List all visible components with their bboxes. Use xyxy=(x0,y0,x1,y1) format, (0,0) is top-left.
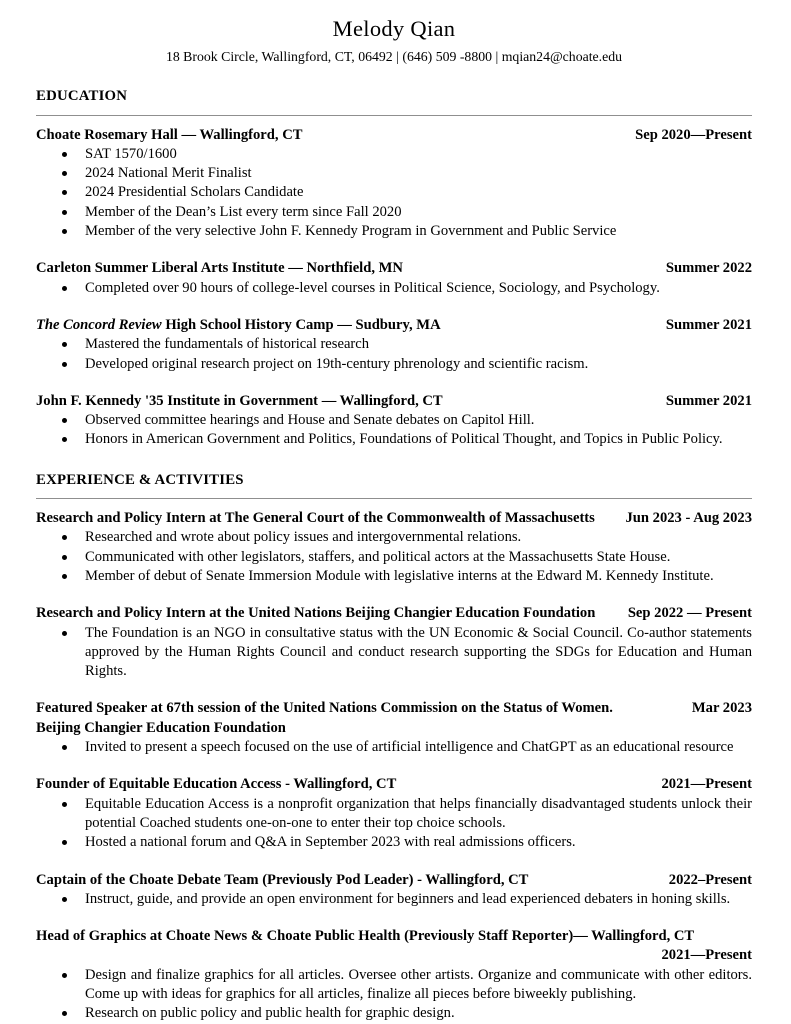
entry-header xyxy=(36,871,752,890)
section-divider xyxy=(36,115,752,116)
entry-title xyxy=(36,316,441,335)
page-title: Melody Qian xyxy=(332,16,456,41)
bullet-item: Member of debut of Senate Immersion Module with legislative interns at the Edward M. Kennedy Institute. xyxy=(36,567,752,586)
bullet-item: Equitable Education Access is a nonprofit organization that helps financially disadvantaged students unlock their potential Coached students one-on-one to enter their top choice schools. xyxy=(36,795,752,834)
bullet-item: Researched and wrote about policy issues and intergovernmental relations. xyxy=(36,528,752,547)
entry-header xyxy=(36,509,752,528)
entry-title-text: John F. Kennedy '35 Institute in Government — Wallingford, CT xyxy=(36,392,443,409)
entry-header xyxy=(36,699,752,738)
bullet-item: Honors in American Government and Politics, Foundations of Political Thought, and Topics in Public Policy. xyxy=(36,430,752,449)
bullet-item: Completed over 90 hours of college-level courses in Political Science, Sociology, and Psychology. xyxy=(36,279,752,298)
entry-date: 2021—Present xyxy=(661,776,752,793)
entry-header xyxy=(36,392,752,411)
entry-date: 2021—Present xyxy=(661,947,752,964)
entry-title-text: Carleton Summer Liberal Arts Institute — Northfield, MN xyxy=(36,260,403,277)
section-heading-education: EDUCATION xyxy=(36,88,128,105)
resume-header xyxy=(36,15,752,66)
entry-title xyxy=(36,927,694,946)
entry-date: 2022–Present xyxy=(668,871,752,888)
bullet-item: The Foundation is an NGO in consultative status with the UN Economic & Social Council. Co-author statements approved by the Human Rights Council and conduct research supporting the SDGs for Education and Human Rights. xyxy=(36,624,752,682)
entry-title xyxy=(36,871,528,890)
bullet-item: Member of the Dean’s List every term since Fall 2020 xyxy=(36,203,752,222)
entry-title xyxy=(36,126,302,145)
entry-title xyxy=(36,604,595,623)
bullet-item: Invited to present a speech focused on the use of artificial intelligence and ChatGPT as an educational resource xyxy=(36,738,752,757)
entry-date: Summer 2022 xyxy=(665,260,752,277)
bullet-list xyxy=(36,145,752,241)
education-entry-jfk-institute xyxy=(36,392,752,450)
experience-entry-head-of-graphics xyxy=(36,927,752,1023)
experience-entry-un-foundation xyxy=(36,604,752,681)
bullet-item: Observed committee hearings and House and Senate debates on Capitol Hill. xyxy=(36,411,752,430)
experience-entry-equitable-education xyxy=(36,775,752,852)
bullet-item: Mastered the fundamentals of historical research xyxy=(36,335,752,354)
entry-header xyxy=(36,259,752,278)
section-education xyxy=(36,87,752,449)
entry-title-italic: The Concord Review xyxy=(36,316,162,333)
bullet-list xyxy=(36,335,752,374)
bullet-item: Developed original research project on 19th-century phrenology and scientific racism. xyxy=(36,355,752,374)
entry-subtitle: Beijing Changier Education Foundation xyxy=(36,719,286,736)
experience-entry-debate-team xyxy=(36,871,752,910)
bullet-item: Research on public policy and public health for graphic design. xyxy=(36,1004,752,1023)
entry-title xyxy=(36,775,396,794)
section-divider xyxy=(36,498,752,499)
bullet-item: 2024 National Merit Finalist xyxy=(36,164,752,183)
bullet-item: 2024 Presidential Scholars Candidate xyxy=(36,183,752,202)
contact-line: 18 Brook Circle, Wallingford, CT, 06492 | (646) 509 -8800 | mqian24@choate.edu xyxy=(165,49,623,64)
entry-title-text: Captain of the Choate Debate Team (Previously Pod Leader) - Wallingford, CT xyxy=(36,871,529,888)
entry-date: Jun 2023 - Aug 2023 xyxy=(625,510,752,527)
bullet-item: Member of the very selective John F. Kennedy Program in Government and Public Service xyxy=(36,222,752,241)
bullet-list xyxy=(36,624,752,682)
entry-header xyxy=(36,927,752,946)
entry-title xyxy=(36,259,403,278)
bullet-list xyxy=(36,411,752,450)
entry-title-text: Featured Speaker at 67th session of the United Nations Commission on the Status of Women. xyxy=(36,700,613,717)
education-entry-carleton xyxy=(36,259,752,298)
entry-date: Mar 2023 xyxy=(691,700,752,717)
section-heading-experience: EXPERIENCE & ACTIVITIES xyxy=(36,471,244,488)
entry-title-text: Choate Rosemary Hall — Wallingford, CT xyxy=(36,126,303,143)
entry-header xyxy=(36,316,752,335)
entry-title-text: Head of Graphics at Choate News & Choate Public Health (Previously Staff Reporter)— Wallingford, CT xyxy=(36,928,695,945)
bullet-list xyxy=(36,279,752,298)
entry-date: Sep 2022 — Present xyxy=(627,605,752,622)
bullet-item: Instruct, guide, and provide an open environment for beginners and lead experienced debaters in honing skills. xyxy=(36,890,752,909)
education-entry-choate xyxy=(36,126,752,242)
bullet-list xyxy=(36,890,752,909)
entry-title xyxy=(36,392,443,411)
bullet-list xyxy=(36,738,752,757)
bullet-item: SAT 1570/1600 xyxy=(36,145,752,164)
entry-title xyxy=(36,509,595,528)
entry-header xyxy=(36,775,752,794)
bullet-item: Communicated with other legislators, staffers, and political actors at the Massachusetts State House. xyxy=(36,548,752,567)
section-experience xyxy=(36,471,752,1024)
entry-date: Summer 2021 xyxy=(665,316,752,333)
entry-title-text: Founder of Equitable Education Access - Wallingford, CT xyxy=(36,776,397,793)
entry-title-text: Research and Policy Intern at the United Nations Beijing Changier Education Foundation xyxy=(36,605,596,622)
entry-title-text: Research and Policy Intern at The General Court of the Commonwealth of Massachusetts xyxy=(36,510,595,527)
experience-entry-featured-speaker xyxy=(36,699,752,757)
bullet-list xyxy=(36,795,752,853)
entry-header xyxy=(36,604,752,623)
bullet-item: Design and finalize graphics for all articles. Oversee other artists. Organize and communicate with other editors. Come up with ideas for graphics for all articles, finalize all pieces before biweekly publishing. xyxy=(36,966,752,1005)
experience-entry-general-court xyxy=(36,509,752,586)
education-entry-concord-review xyxy=(36,316,752,374)
bullet-list xyxy=(36,528,752,586)
entry-title xyxy=(36,699,613,738)
entry-title-text: High School History Camp — Sudbury, MA xyxy=(161,316,441,333)
entry-header xyxy=(36,126,752,145)
bullet-list xyxy=(36,966,752,1024)
entry-date: Sep 2020—Present xyxy=(635,126,752,143)
entry-date: Summer 2021 xyxy=(665,392,752,409)
bullet-item: Hosted a national forum and Q&A in September 2023 with real admissions officers. xyxy=(36,833,752,852)
